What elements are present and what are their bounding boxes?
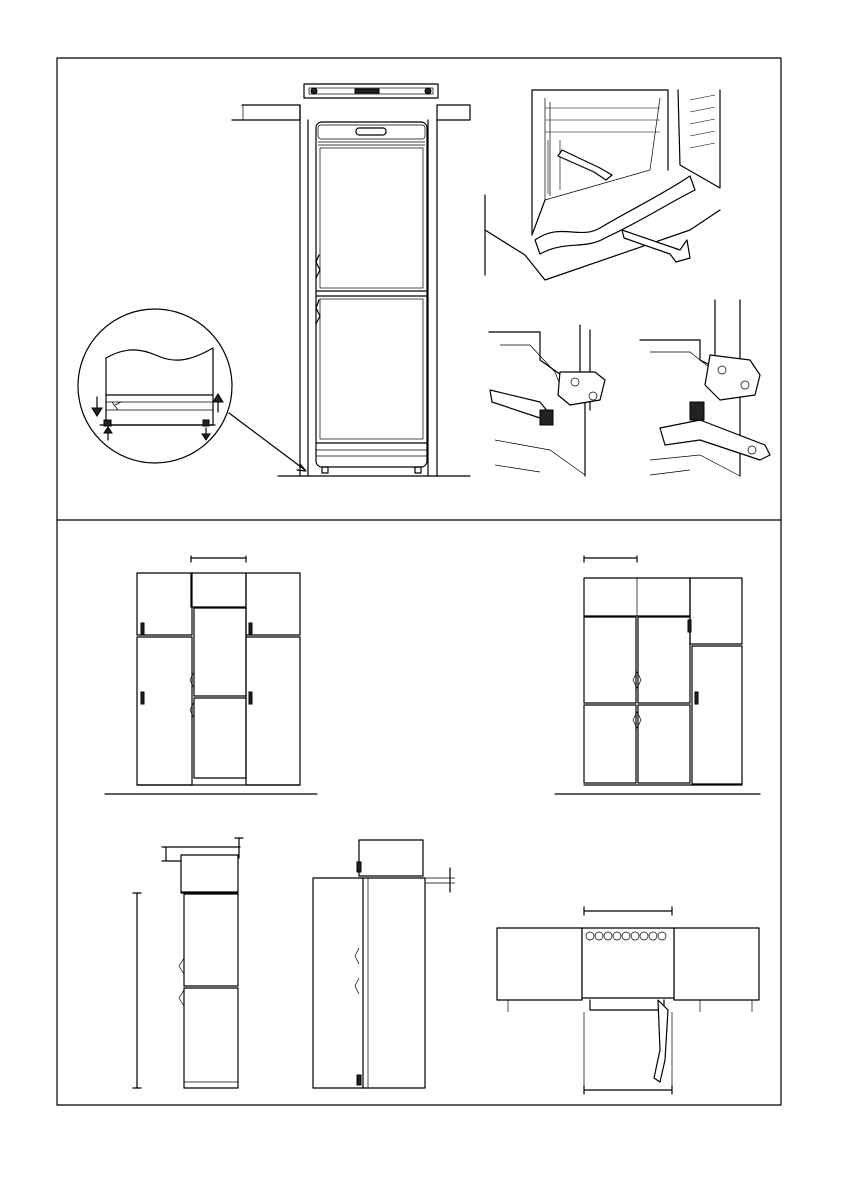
top-view-door-swing bbox=[497, 907, 759, 1094]
fridge-combi bbox=[316, 122, 427, 473]
plinth-removal-illustration bbox=[485, 90, 720, 280]
side-view-clearance-front bbox=[133, 838, 243, 1088]
hinge-detail-left bbox=[489, 325, 605, 476]
fridge-niche-illustration bbox=[78, 84, 470, 476]
double-built-in-view bbox=[555, 556, 760, 794]
open-door bbox=[654, 1000, 668, 1082]
leveling-detail-circle bbox=[78, 309, 232, 463]
ventilation-grille bbox=[304, 84, 438, 98]
single-built-in-view bbox=[105, 556, 317, 794]
hinge-detail-right bbox=[640, 300, 770, 476]
spanner-tool bbox=[490, 390, 548, 418]
door-handle bbox=[356, 128, 386, 135]
side-view-clearance-side bbox=[313, 840, 455, 1088]
